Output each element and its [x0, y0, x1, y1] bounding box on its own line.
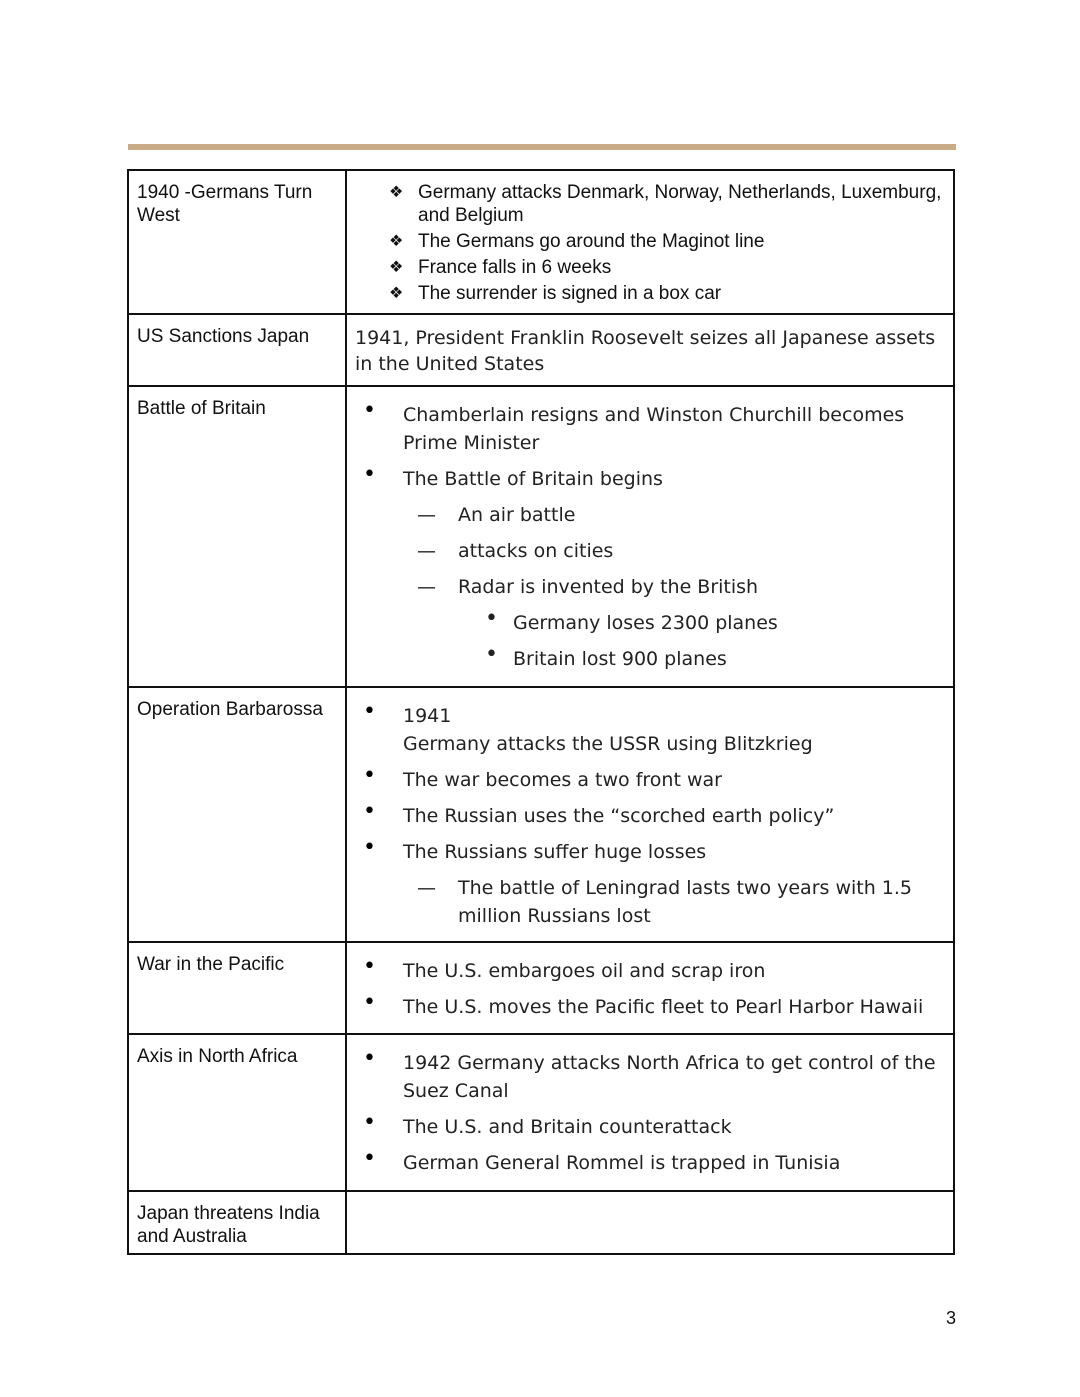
- list-item: ❖ The Germans go around the Maginot line: [389, 231, 765, 252]
- dash-list: [403, 501, 953, 673]
- list-item: • The Russian uses the “scorched earth policy”: [363, 799, 835, 827]
- list-item: — attacks on cities: [347, 537, 953, 565]
- diamond-bullet-icon: ❖: [389, 285, 404, 302]
- bullet-icon: •: [363, 398, 376, 423]
- list-item: • 1941 Germany attacks the USSR using Blitzkrieg: [363, 699, 813, 755]
- diamond-bullet-icon: ❖: [389, 259, 404, 276]
- list-item: • The U.S. moves the Pacific fleet to Pearl Harbor Hawaii: [363, 990, 924, 1018]
- dash-icon: —: [417, 540, 436, 562]
- diamond-bullet-icon: ❖: [389, 184, 404, 201]
- table-row: [128, 314, 954, 386]
- term-cell: [128, 942, 346, 1034]
- list-item: ❖ France falls in 6 weeks: [389, 257, 612, 278]
- list-item: • The Battle of Britain begins — An air battle — attacks on cities — Radar is invented by the British • Germany loses 2300 planes • Britain lost 900 planes: [347, 465, 953, 673]
- bullet-icon: •: [363, 462, 376, 487]
- term-cell: [128, 314, 346, 386]
- bullet-list: [347, 943, 953, 1021]
- table-row: [128, 1191, 954, 1254]
- list-item: ❖ Germany attacks Denmark, Norway, Netherlands, Luxemburg, and Belgium: [389, 182, 942, 226]
- page-number: 3: [945, 1308, 956, 1328]
- bullet-icon: •: [363, 799, 376, 824]
- list-item: • The Russians suffer huge losses — The battle of Leningrad lasts two years with 1.5 million Russians lost: [347, 838, 953, 930]
- dash-icon: —: [417, 877, 436, 899]
- dash-icon: —: [417, 576, 436, 598]
- list-item: — The battle of Leningrad lasts two years with 1.5 million Russians lost: [347, 874, 953, 930]
- bullet-icon: •: [363, 699, 376, 724]
- bullet-icon: •: [363, 1110, 376, 1135]
- list-item: • The war becomes a two front war: [363, 763, 722, 791]
- term-cell: [128, 170, 346, 314]
- list-item: • The U.S. embargoes oil and scrap iron: [363, 954, 766, 982]
- bullet-icon: •: [363, 1146, 376, 1171]
- term-cell: [128, 1034, 346, 1191]
- bullet-list: [347, 387, 953, 673]
- dash-list: [403, 874, 953, 930]
- diamond-list: [347, 171, 953, 305]
- list-item: — An air battle: [347, 501, 953, 529]
- list-item: • 1942 Germany attacks North Africa to get control of the Suez Canal: [363, 1046, 936, 1102]
- term-cell: [128, 687, 346, 942]
- table-row: [128, 1034, 954, 1191]
- list-item: • The U.S. and Britain counterattack: [363, 1110, 732, 1138]
- list-item: • Chamberlain resigns and Winston Churchill becomes Prime Minister: [363, 398, 905, 454]
- term-cell: [128, 386, 346, 687]
- term-label: 1940 -Germans Turn West: [137, 182, 313, 226]
- list-item: • Britain lost 900 planes: [485, 642, 727, 670]
- bullet-icon: •: [363, 1046, 376, 1071]
- notes-cell: [346, 1034, 954, 1191]
- notes-cell: [346, 687, 954, 942]
- notes-cell: [346, 170, 954, 314]
- bullet-list: [347, 688, 953, 930]
- table-row: [128, 687, 954, 942]
- notes-cell: [346, 1191, 954, 1254]
- sub-bullet-list: [458, 606, 953, 673]
- notes-cell: [346, 386, 954, 687]
- list-item: • Germany loses 2300 planes: [485, 606, 778, 634]
- table-row: [128, 170, 954, 314]
- notes-table: [127, 169, 955, 1255]
- bullet-icon: •: [485, 642, 498, 667]
- bullet-icon: •: [363, 954, 376, 979]
- notes-cell: [346, 942, 954, 1034]
- dash-icon: —: [417, 504, 436, 526]
- term-label: Japan threatens India and Australia: [137, 1203, 320, 1247]
- notes-text: [347, 1192, 953, 1202]
- notes-text: 1941, President Franklin Roosevelt seizes all Japanese assets in the United States: [355, 327, 936, 375]
- list-item: — Radar is invented by the British • Germany loses 2300 planes • Britain lost 900 planes: [347, 573, 953, 673]
- bullet-list: [347, 1035, 953, 1177]
- diamond-bullet-icon: ❖: [389, 233, 404, 250]
- table-row: [128, 942, 954, 1034]
- bullet-icon: •: [363, 763, 376, 788]
- bullet-icon: •: [485, 606, 498, 631]
- header-rule: [128, 144, 956, 150]
- term-cell: [128, 1191, 346, 1254]
- term-label: US Sanctions Japan: [137, 326, 310, 347]
- term-label: Operation Barbarossa: [137, 699, 323, 720]
- list-item: • German General Rommel is trapped in Tunisia: [363, 1146, 841, 1174]
- notes-cell: [346, 314, 954, 386]
- table-row: [128, 386, 954, 687]
- bullet-icon: •: [363, 990, 376, 1015]
- list-item: ❖ The surrender is signed in a box car: [389, 283, 722, 304]
- term-label: Axis in North Africa: [137, 1046, 298, 1067]
- term-label: War in the Pacific: [137, 954, 285, 975]
- term-label: Battle of Britain: [137, 398, 266, 419]
- bullet-icon: •: [363, 835, 376, 860]
